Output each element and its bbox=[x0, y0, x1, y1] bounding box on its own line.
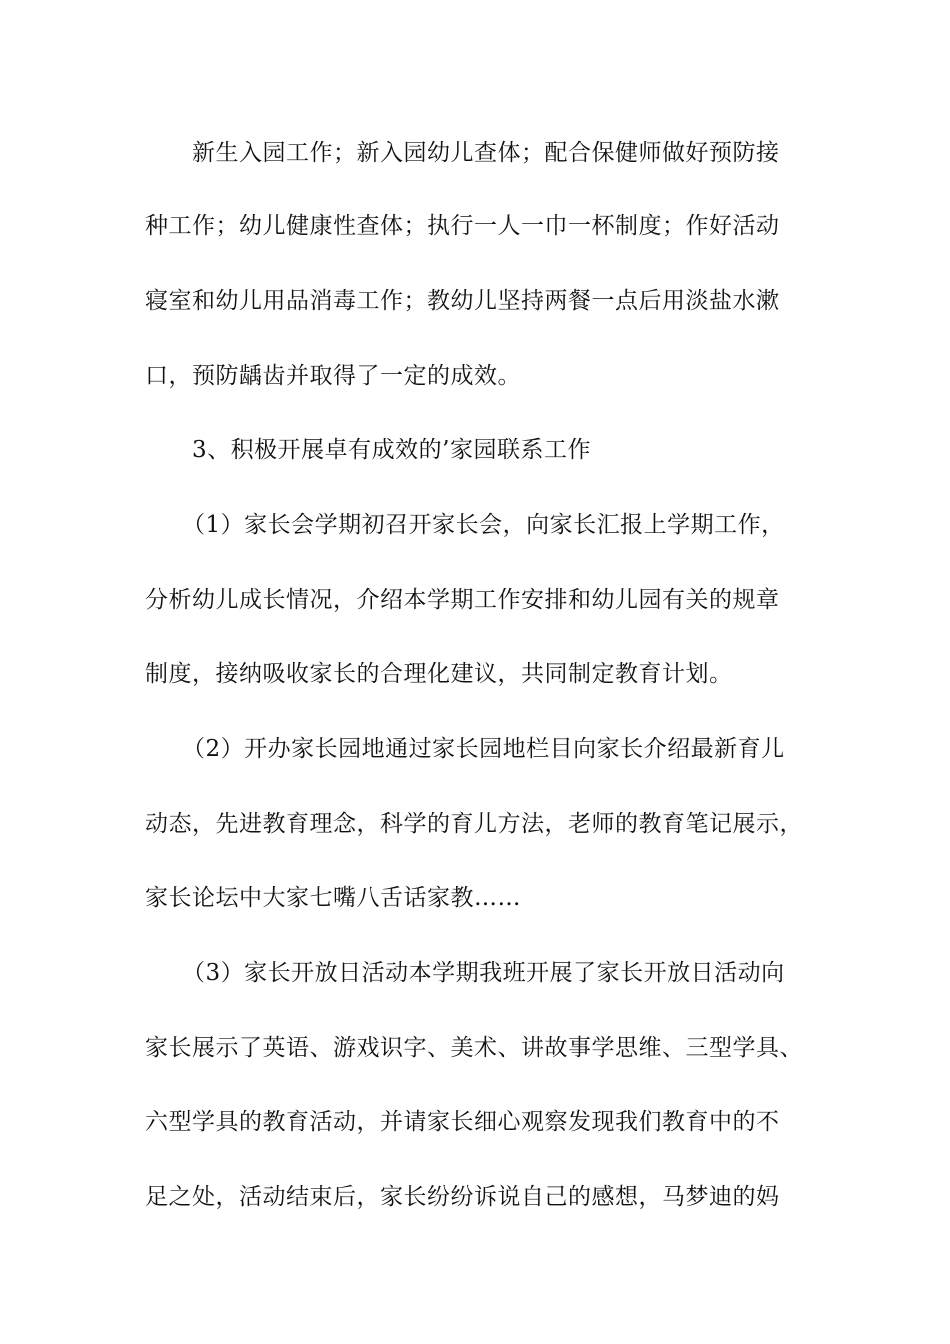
section-heading: 3、积极开展卓有成效的’家园联系工作 bbox=[192, 437, 591, 463]
paragraph-line: 分析幼儿成长情况，介绍本学期工作安排和幼儿园有关的规章 bbox=[145, 587, 780, 613]
paragraph-line: 家长展示了英语、游戏识字、美术、讲故事学思维、三型学具、 bbox=[145, 1035, 803, 1061]
paragraph-line: （3）家长开放日活动本学期我班开展了家长开放日活动向 bbox=[182, 960, 785, 986]
paragraph-line: 种工作；幼儿健康性查体；执行一人一巾一杯制度；作好活动 bbox=[145, 213, 780, 239]
paragraph-line: 口，预防龋齿并取得了一定的成效。 bbox=[145, 363, 521, 389]
paragraph-line: 寝室和幼儿用品消毒工作；教幼儿坚持两餐一点后用淡盐水漱 bbox=[145, 288, 780, 314]
paragraph-line: 新生入园工作；新入园幼儿查体；配合保健师做好预防接 bbox=[192, 140, 780, 166]
paragraph-line: 制度，接纳吸收家长的合理化建议，共同制定教育计划。 bbox=[145, 661, 733, 687]
paragraph-line: 动态，先进教育理念，科学的育儿方法，老师的教育笔记展示， bbox=[145, 811, 803, 837]
paragraph-line: （2）开办家长园地通过家长园地栏目向家长介绍最新育儿 bbox=[182, 736, 785, 762]
paragraph-line: 家长论坛中大家七嘴八舌话家教…… bbox=[145, 885, 521, 911]
paragraph-line: （1）家长会学期初召开家长会，向家长汇报上学期工作， bbox=[182, 512, 785, 538]
paragraph-line: 足之处，活动结束后，家长纷纷诉说自己的感想，马梦迪的妈 bbox=[145, 1184, 780, 1210]
paragraph-line: 六型学具的教育活动，并请家长细心观察发现我们教育中的不 bbox=[145, 1109, 780, 1135]
